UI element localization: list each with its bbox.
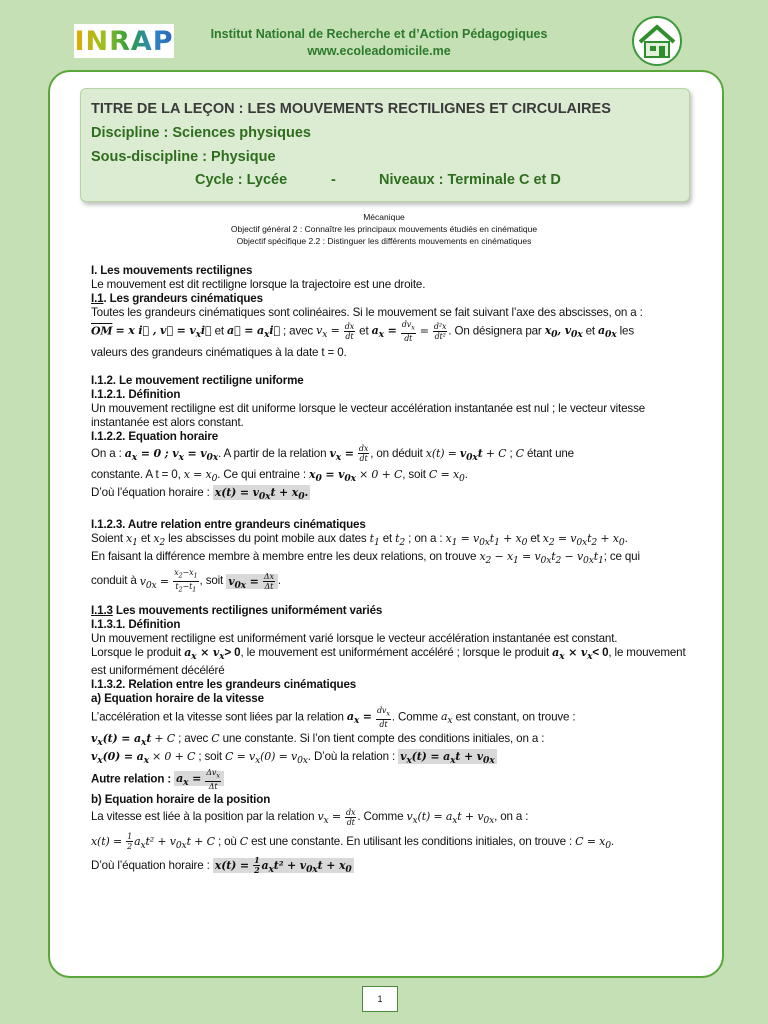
paragraph: Toutes les grandeurs cinématiques sont colinéaires. Si le mouvement se fait suivant l’axe des abscisses, on a : [91, 306, 643, 319]
objectif-general: Objectif général 2 : Connaître les principaux mouvements étudiés en cinématique [230, 224, 538, 234]
heading-I122: I.1.2.2. Equation horaire [91, 429, 219, 443]
lesson-title-box [80, 88, 690, 202]
paragraph: Un mouvement rectiligne est dit uniforme lorsque le vecteur accélération instantanée est nul ; le vecteur vitesse instantanée est alors constant. [91, 401, 646, 429]
objectif-specifique: Objectif spécifique 2.2 : Distinguer les différents mouvements en cinématiques [236, 236, 532, 246]
header-text [190, 26, 568, 60]
paragraph: Le mouvement est dit rectiligne lorsque la trajectoire est une droite. [91, 278, 426, 291]
paragraph: D’où l’équation horaire : $x(t) = v_{0x}t + x_0$. [91, 485, 309, 503]
equation-line: x(t) = $\frac{1}{2}$ $a_xt^2 + v_{0x}t + C$ ; où C est une constante. En utilisant les conditions initiales, on trouve : $C = x_0$. [91, 832, 614, 852]
paragraph: Lorsque le produit $a_x \times v_x> 0$, le mouvement est uniformément accéléré ; lorsque le produit $a_x \times v_x< 0$, le mouvement est uniformément décéléré [91, 645, 686, 678]
lesson-title: TITRE DE LA LEÇON : LES MOUVEMENTS RECTILIGNES ET CIRCULAIRES [91, 101, 611, 117]
house-logo-icon [632, 16, 682, 66]
heading-I121: I.1.2.1. Définition [91, 387, 181, 401]
separator: - [331, 172, 336, 188]
paragraph: Un mouvement rectiligne est uniformément varié lorsque le vecteur accélération instantanée est constant. [91, 631, 618, 645]
paragraph: valeurs des grandeurs cinématiques à la date t = 0. [91, 345, 347, 359]
section-mecanique: Mécanique [363, 212, 405, 222]
website-link[interactable]: www.ecoleadomicile.me [307, 44, 451, 58]
heading-I123: I.1.2.3. Autre relation entre grandeurs cinématiques [91, 518, 366, 532]
equation-line: On a : $a_x = 0$ ; $v_x = v_{0x}$. A partir de la relation $v_x$ = $\frac{dx}{dt}$ , on déduit $x(t) = v_{0x}t + C$ ; C étant une [91, 443, 574, 463]
heading-b: b) Equation horaire de la position [91, 793, 271, 807]
equation-line: $\overline{OM} = x$ i⃗ , v⃗ = $v_xi⃗$ et a⃗ = $a_xi⃗$ ; avec $v_x$ = $\frac{dx}{dt}$ et $a_x$ = $\frac{dv_x}{dt}$ = $\frac{\text{d²x}}{\text{dt²}}$ . On désignera par $x_0$, $v_{0x}$ et $a_{0x}$ les [91, 320, 634, 343]
cycle: Cycle : Lycée [195, 172, 288, 188]
paragraph: En faisant la différence membre à membre entre les deux relations, on trouve $x_2 - x_1 = v_{0x}t_2 - v_{0x}t_1$; ce qui [91, 550, 640, 567]
paragraph: constante. A t = 0, $x = x_0$. Ce qui entraine : $x_0 = v_{0x} \times 0 + C$, soit $C = x_0$. [91, 467, 468, 484]
heading-I1: I.1. Les grandeurs cinématiques [91, 292, 263, 305]
page-number: 1 [362, 986, 398, 1012]
paragraph: $v_x(t) = a_xt + C$ ; avec C une constante. Si l’on tient compte des conditions initiales, on a : [91, 731, 545, 748]
heading-I13: I.1.3 Les mouvements rectilignes uniformément variés [91, 603, 383, 617]
heading-I: I. Les mouvements rectilignes [91, 264, 253, 277]
niveaux: Niveaux : Terminale C et D [379, 172, 561, 188]
equation-line: La vitesse est liée à la position par la relation $v_x$ = $\frac{dx}{dt}$ . Comme $v_x(t) = a_xt + v_{0x}$, on a : [91, 807, 529, 827]
heading-I131: I.1.3.1. Définition [91, 617, 181, 631]
paragraph: $v_x(0) = a_x \times 0 + C$ ; soit $C = v_x(0) = v_{0x}$. D’où la relation : $v_x(t) = a_xt + v_{0x}$ [91, 749, 495, 766]
discipline: Discipline : Sciences physiques [91, 125, 311, 141]
lesson-content [91, 264, 687, 880]
equation-line: L’accélération et la vitesse sont liées par la relation $a_x$ = $\frac{dv_x}{dt}$ . Comme $a_x$ est constant, on trouve : [91, 706, 576, 729]
institute-name: Institut National de Recherche et d’Action Pédagogiques [210, 27, 548, 41]
equation-line: conduit à $v_{0x}$ = $\frac{x_2-x_1}{t_2-t_1}$ , soit $v_{0x}$ = $\frac{\Delta x}{\Delta t}$ . [91, 568, 281, 594]
equation-line: Autre relation : $a_x$ = $\frac{\Delta v_x}{\Delta t}$ [91, 768, 687, 794]
cycle-niveaux [195, 172, 561, 188]
inrap-logo: INRAP [74, 25, 174, 57]
heading-I12: I.1.2. Le mouvement rectiligne uniforme [91, 373, 304, 387]
equation-line: D’où l’équation horaire : x(t) = $\frac{1}{2}$ $a_xt^2 + v_{0x}t + x_0$ [91, 855, 352, 876]
paragraph: Soient $x_1$ et $x_2$ les abscisses du point mobile aux dates $t_1$ et $t_2$ ; on a : $x_1 = v_{0x}t_1 + x_0$ et $x_2 = v_{0x}t_2 + x_0$. [91, 532, 628, 549]
heading-I132: I.1.3.2. Relation entre les grandeurs cinématiques [91, 678, 357, 692]
sous-discipline: Sous-discipline : Physique [91, 149, 276, 165]
heading-a: a) Equation horaire de la vitesse [91, 692, 264, 706]
